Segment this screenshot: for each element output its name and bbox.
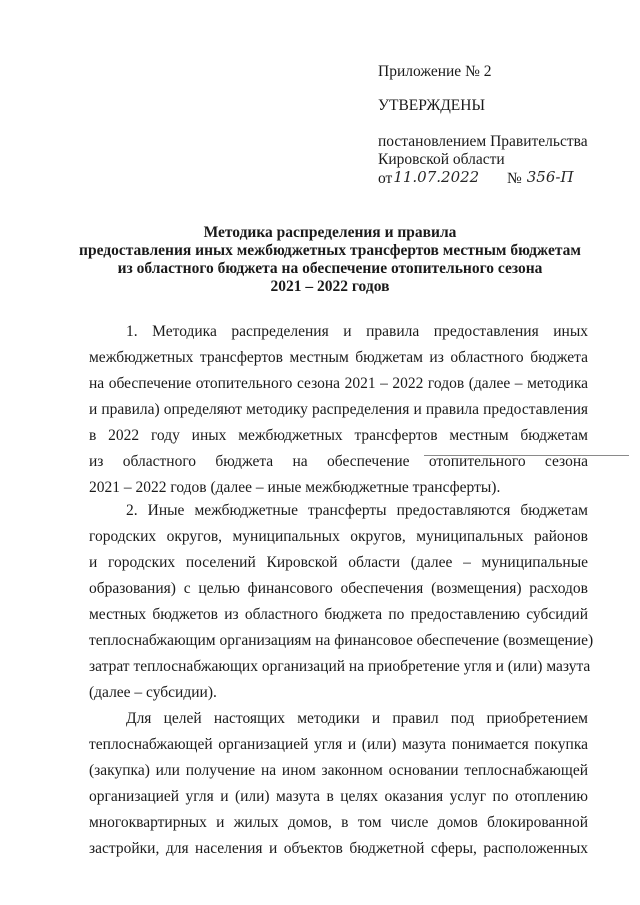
number-prefix: № (506, 170, 522, 187)
para2-line-4: образования) с целью финансового обеспечения (возмещения) расходов (89, 580, 588, 597)
title-line-4: 2021 – 2022 годов (270, 278, 390, 295)
date-prefix: от (378, 170, 393, 187)
para2-line-3: и городских поселений Кировской области (далее – муниципальные (89, 554, 588, 571)
decree-date-row (378, 169, 574, 188)
title-line-2: предоставления иных межбюджетных трансфертов местным бюджетам (79, 242, 581, 259)
para3-line-3: (закупка) или получение на ином законном основании теплоснабжающей (89, 762, 588, 779)
para1-line-1: 1. Методика распределения и правила предоставления иных (126, 323, 588, 340)
handwritten-number: 356-П (526, 168, 574, 186)
para1-line-2: межбюджетных трансфертов местным бюджетам из областного бюджета (89, 349, 588, 366)
decree-line-2: Кировской области (378, 151, 505, 168)
title-line-3: из областного бюджета на обеспечение отопительного сезона (117, 260, 543, 277)
para3-line-4: организацией угля и (или) мазута в целях оказания услуг по отоплению (89, 788, 588, 805)
para1-line-6: из областного бюджета на обеспечение отопительного сезона (89, 453, 588, 470)
para2-line-7: затрат теплоснабжающих организаций на приобретение угля и (или) мазута (89, 658, 591, 675)
handwritten-date: 11.07.2022 (393, 168, 480, 186)
para2-line-2: городских округов, муниципальных округов, муниципальных районов (89, 528, 588, 545)
title-line-1: Методика распределения и правила (203, 224, 457, 241)
para1-line-5: в 2022 году иных межбюджетных трансфертов местным бюджетам (89, 427, 588, 444)
para1-line-4: и правила) определяют методику распределения и правила предоставления (89, 401, 588, 418)
scan-pencil-mark (424, 455, 629, 456)
para3-line-5: многоквартирных и жилых домов, в том числе домов блокированной (89, 814, 588, 831)
para1-line-7: 2021 – 2022 годов (далее – иные межбюджетные трансферты). (89, 479, 501, 496)
para3-line-6: застройки, для населения и объектов бюджетной сферы, расположенных (89, 840, 588, 857)
para1-line-3: на обеспечение отопительного сезона 2021 – 2022 годов (далее – методика (89, 375, 588, 392)
para2-line-6: теплоснабжающим организациям на финансовое обеспечение (возмещение) (89, 632, 594, 649)
para2-line-1: 2. Иные межбюджетные трансферты предоставляются бюджетам (126, 502, 588, 519)
para3-line-2: теплоснабжающей организацией угля и (или) мазута понимается покупка (89, 736, 588, 753)
para2-line-8: (далее – субсидии). (89, 684, 217, 701)
para2-line-5: местных бюджетов из областного бюджета по предоставлению субсидий (89, 606, 588, 623)
approved-label: УТВЕРЖДЕНЫ (378, 97, 485, 114)
para3-line-1: Для целей настоящих методики и правил под приобретением (126, 710, 588, 727)
appendix-label: Приложение № 2 (378, 63, 492, 80)
decree-line-1: постановлением Правительства (378, 133, 588, 150)
